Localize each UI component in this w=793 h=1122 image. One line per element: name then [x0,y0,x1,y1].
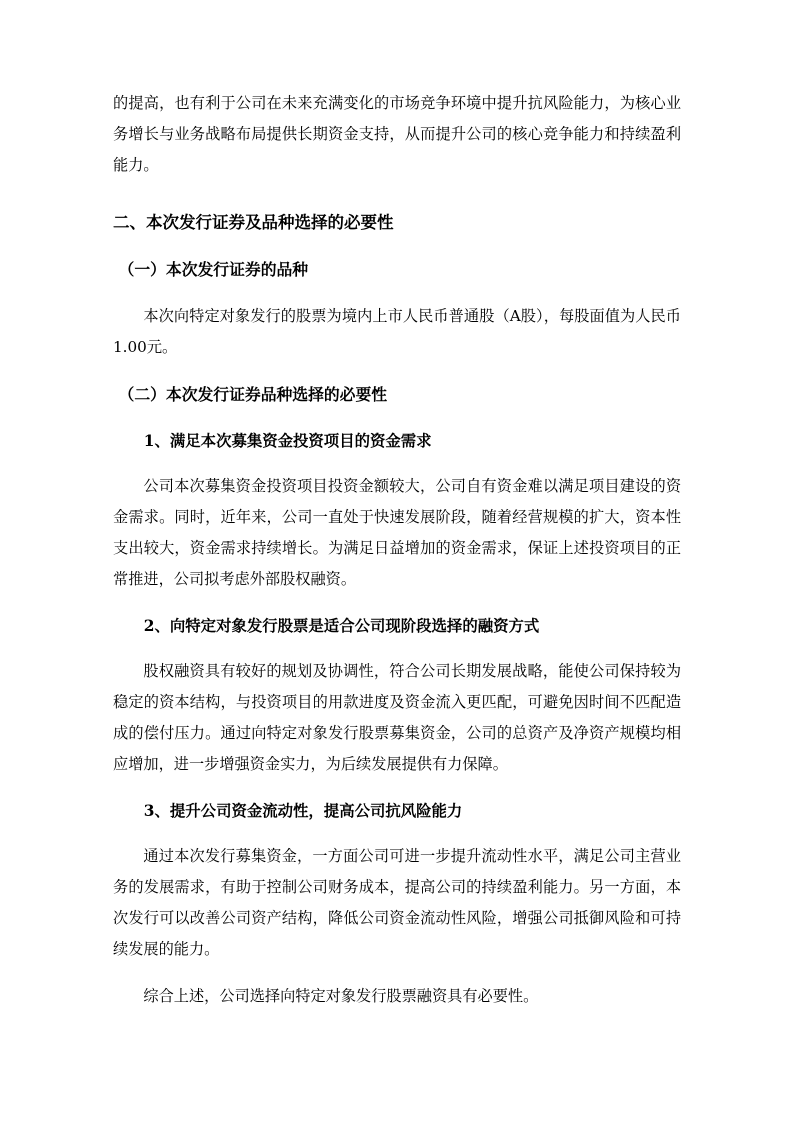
paragraph-item-two: 股权融资具有较好的规划及协调性，符合公司长期发展战略，能使公司保持较为稳定的资本结构，与投资项目的用款进度及资金流入更匹配，可避免因时间不匹配造成的偿付压力。通过向特定对象发行股票募集资金，公司的总资产及净资产规模均相应增加，进一步增强资金实力，为后续发展提供有力保障。 [113,662,681,773]
spacer [113,461,681,471]
spacer [113,291,681,301]
paragraph-item-one: 公司本次募集资金投资项目投资金额较大，公司自有资金难以满足项目建设的资金需求。同时，近年来，公司一直处于快速发展阶段，随着经营规模的扩大，资本性支出较大，资金需求持续增长。为满足日益增加的资金需求，保证上述投资项目的正常推进，公司拟考虑外部股权融资。 [113,477,681,588]
paragraph-conclusion: 综合上述，公司选择向特定对象发行股票融资具有必要性。 [143,987,539,1005]
spacer [113,965,681,981]
heading-item-one: 1、满足本次募集资金投资项目的资金需求 [143,432,432,450]
page-content [113,88,681,1012]
heading-subsection-two: （二）本次发行证券品种选择的必要性 [118,385,388,404]
heading-subsection-one: （一）本次发行证券的品种 [118,260,309,279]
heading-item-two: 2、向特定对象发行股票是适合公司现阶段选择的融资方式 [143,617,540,635]
spacer [113,646,681,656]
spacer [113,831,681,841]
heading-item-three: 3、提升公司资金流动性，提高公司抗风险能力 [143,802,463,820]
paragraph-intro-continued: 的提高，也有利于公司在未来充满变化的市场竞争环境中提升抗风险能力，为核心业务增长与业务战略布局提供长期资金支持，从而提升公司的核心竞争能力和持续盈利能力。 [113,94,681,174]
paragraph-item-three: 通过本次发行募集资金，一方面公司可进一步提升流动性水平，满足公司主营业务的发展需求，有助于控制公司财务成本，提高公司的持续盈利能力。另一方面，本次发行可以改善公司资产结构，降低公司资金流动性风险，增强公司抵御风险和可持续发展的能力。 [113,847,681,958]
heading-section-two: 二、本次发行证券及品种选择的必要性 [113,213,394,232]
paragraph-security-variety: 本次向特定对象发行的股票为境内上市人民币普通股（A股），每股面值为人民币1.00元。 [113,307,681,356]
